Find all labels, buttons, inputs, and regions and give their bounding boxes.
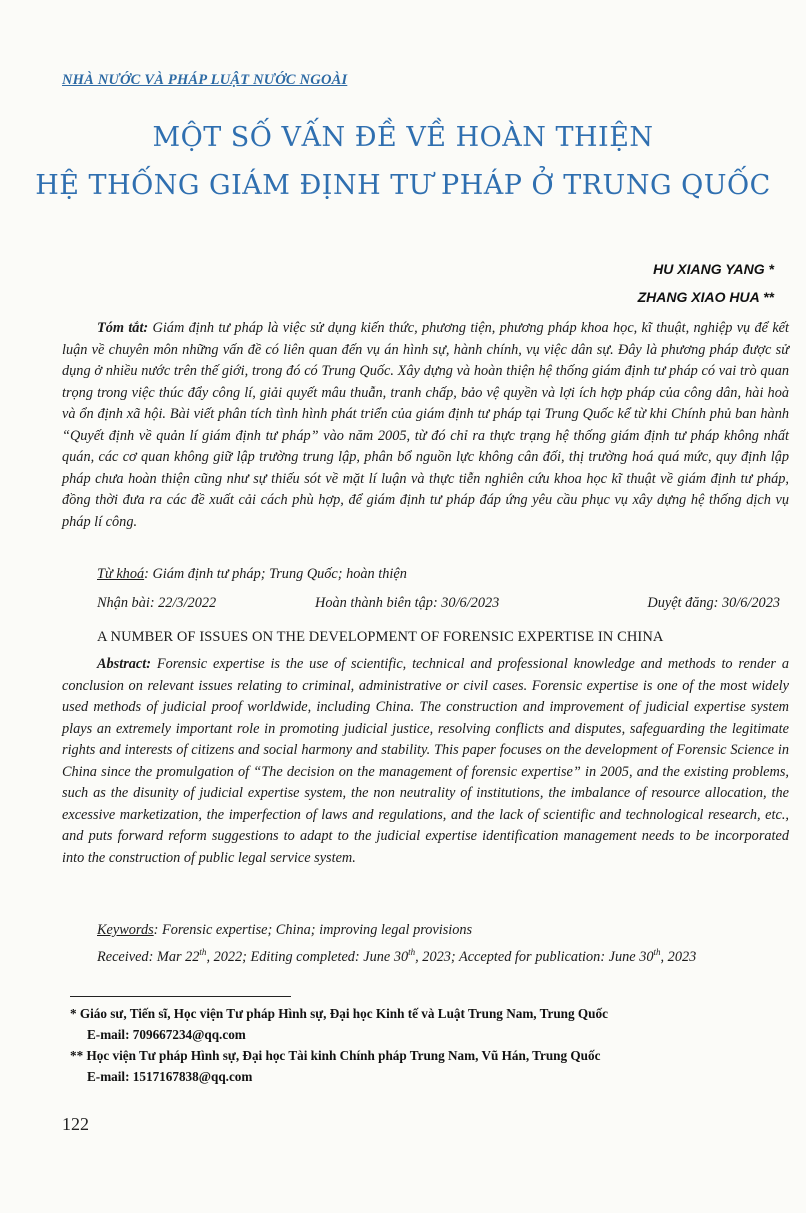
footnote-2-email: E-mail: 1517167838@qq.com — [87, 1069, 253, 1084]
edited-date-vn: Hoàn thành biên tập: 30/6/2023 — [315, 595, 500, 611]
keywords-text-vn: : Giám định tư pháp; Trung Quốc; hoàn thiện — [144, 566, 407, 582]
dates-en-sup-2: th — [408, 947, 416, 957]
article-title-line-2: HỆ THỐNG GIÁM ĐỊNH TƯ PHÁP Ở TRUNG QUỐC — [35, 170, 771, 201]
abstract-label-vn: Tóm tắt: — [97, 320, 149, 336]
page-number: 122 — [62, 1114, 89, 1134]
english-title: A NUMBER OF ISSUES ON THE DEVELOPMENT OF FORENSIC EXPERTISE IN CHINA — [97, 629, 664, 645]
received-date-vn: Nhận bài: 22/3/2022 — [97, 595, 217, 611]
dates-en-end: , 2023 — [660, 948, 697, 965]
dates-en-received: Received: Mar 22 — [97, 948, 200, 965]
section-header: NHÀ NƯỚC VÀ PHÁP LUẬT NƯỚC NGOÀI — [62, 72, 348, 88]
keywords-label-en: Keywords — [97, 922, 154, 938]
author-1: HU XIANG YANG * — [653, 261, 774, 277]
dates-en-accepted: , 2023; Accepted for publication: June 30 — [415, 948, 654, 965]
keywords-label-vn: Từ khoá — [97, 566, 145, 582]
footnote-divider — [70, 996, 291, 997]
abstract-label-en: Abstract: — [97, 656, 152, 672]
dates-en — [97, 947, 696, 966]
abstract-text-en: Forensic expertise is the use of scientific, technical and professional knowledge and methods to render a conclusion on relevant issues relating to criminal, administrative or civil cases. Forensic expertise is one of the most widely used methods of judicial proof worldwide, including China. The construction and improvement of judicial expertise system plays an extremely important role in promoting judicial justice, resolving conflicts and disputes, safeguarding the legitimate rights and interests of citizens and social harmony and stability. This paper focuses on the development of Forensic Science in China since the promulgation of “The decision on the management of forensic expertise” in 2005, and the existing problems, such as the disunity of judicial expertise system, the non neutrality of institutions, the imbalance of resource allocation, the excessive marketization, the imperfection of laws and regulations, and the lack of scientific and technological research, etc., and puts forward reform suggestions to adapt to the judicial expertise identification management needs to be incorporated into the construction of public legal service system. — [62, 656, 789, 866]
dates-en-edited: , 2022; Editing completed: June 30 — [206, 948, 409, 965]
english-abstract — [62, 654, 789, 869]
author-2: ZHANG XIAO HUA ** — [637, 289, 774, 305]
article-title-line-1: MỘT SỐ VẤN ĐỀ VỀ HOÀN THIỆN — [152, 122, 654, 153]
footnote-1: * Giáo sư, Tiến sĩ, Học viện Tư pháp Hình sự, Đại học Kinh tế và Luật Trung Nam, Trung Quốc — [70, 1006, 608, 1021]
vietnamese-abstract — [62, 318, 789, 533]
dates-en-sup-1: th — [199, 947, 207, 957]
abstract-text-vn: Giám định tư pháp là việc sử dụng kiến thức, phương tiện, phương pháp khoa học, kĩ thuật, nghiệp vụ để kết luận về chuyên môn những vấn đề có liên quan đến vụ án hình sự, hành chính, vụ việc dân sự. Đây là phương pháp được sử dụng ở nhiều nước trên thế giới, trong đó có Trung Quốc. Xây dựng và hoàn thiện hệ thống giám định tư pháp có vai trò quan trọng trong việc thúc đẩy công lí, giải quyết mâu thuẫn, tranh chấp, bảo vệ quyền và lợi ích hợp pháp của công dân, hài hoà và ổn định xã hội. Bài viết phân tích tình hình phát triển của giám định tư pháp tại Trung Quốc kể từ khi Chính phủ ban hành “Quyết định về quản lí giám định tư pháp” vào năm 2005, từ đó chỉ ra thực trạng hệ thống giám định tư pháp không nhất quán, các cơ quan không giữ lập trường trung lập, phân bổ nguồn lực không cân đối, thị trường hoá quá mức, quy định lập pháp chưa hoàn thiện cũng như sự thiếu sót về mặt lí luận và thực tiễn nghiên cứu khoa học kĩ thuật về giám định tư pháp, đồng thời đưa ra các đề xuất cải cách phù hợp, để giám định tư pháp đáp ứng yêu cầu phục vụ xây dựng hệ thống dịch vụ pháp lí công. — [62, 320, 790, 530]
keywords-en — [97, 922, 472, 939]
footnote-1-email: E-mail: 709667234@qq.com — [87, 1027, 246, 1042]
accepted-date-vn: Duyệt đăng: 30/6/2023 — [647, 595, 780, 611]
dates-en-sup-3: th — [653, 947, 661, 957]
keywords-vn — [97, 566, 407, 583]
footnote-2: ** Học viện Tư pháp Hình sự, Đại học Tài kinh Chính pháp Trung Nam, Vũ Hán, Trung Quốc — [70, 1048, 601, 1063]
keywords-text-en: : Forensic expertise; China; improving legal provisions — [153, 922, 473, 938]
